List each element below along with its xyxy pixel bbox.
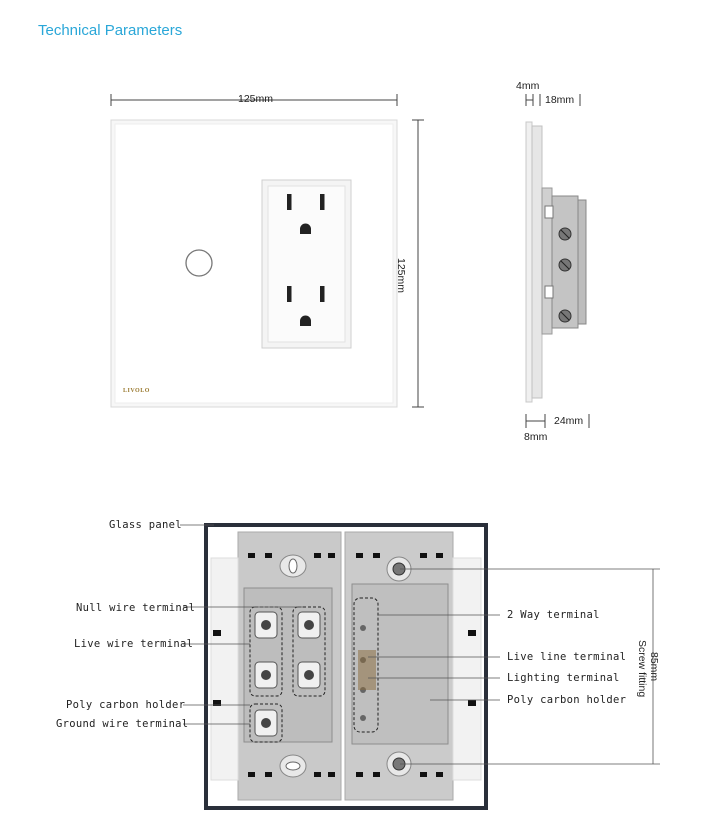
side-dim-18mm: 18mm	[545, 94, 575, 106]
front-switch-panel	[111, 120, 397, 407]
fitting-dim-label: 85mm	[648, 652, 660, 682]
back-view-panel	[204, 523, 488, 810]
side-dim-4mm: 4mm	[516, 80, 540, 92]
height-dimension	[412, 120, 424, 407]
label-ground-wire-terminal: Ground wire terminal	[56, 718, 189, 730]
label-null-wire-terminal: Null wire terminal	[76, 602, 196, 614]
side-dim-24mm: 24mm	[554, 415, 584, 427]
side-view-switch	[526, 122, 586, 402]
front-width-label: 125mm	[238, 93, 274, 105]
label-glass-panel: Glass panel	[109, 519, 182, 531]
label-poly-carbon-holder-left: Poly carbon holder	[66, 699, 186, 711]
label-lighting-terminal: Lighting terminal	[507, 672, 620, 684]
brand-logo: LIVOLO	[123, 388, 150, 394]
page-title: Technical Parameters	[38, 22, 183, 39]
fitting-sub-label: Screw fitting	[636, 640, 648, 698]
touch-button	[186, 250, 212, 276]
side-dim-8mm: 8mm	[524, 431, 548, 443]
front-height-label: 125mm	[395, 258, 407, 294]
label-live-wire-terminal: Live wire terminal	[74, 638, 194, 650]
label-poly-carbon-holder-right: Poly carbon holder	[507, 694, 627, 706]
label-live-line-terminal: Live line terminal	[507, 651, 627, 663]
label-2way-terminal: 2 Way terminal	[507, 609, 600, 621]
